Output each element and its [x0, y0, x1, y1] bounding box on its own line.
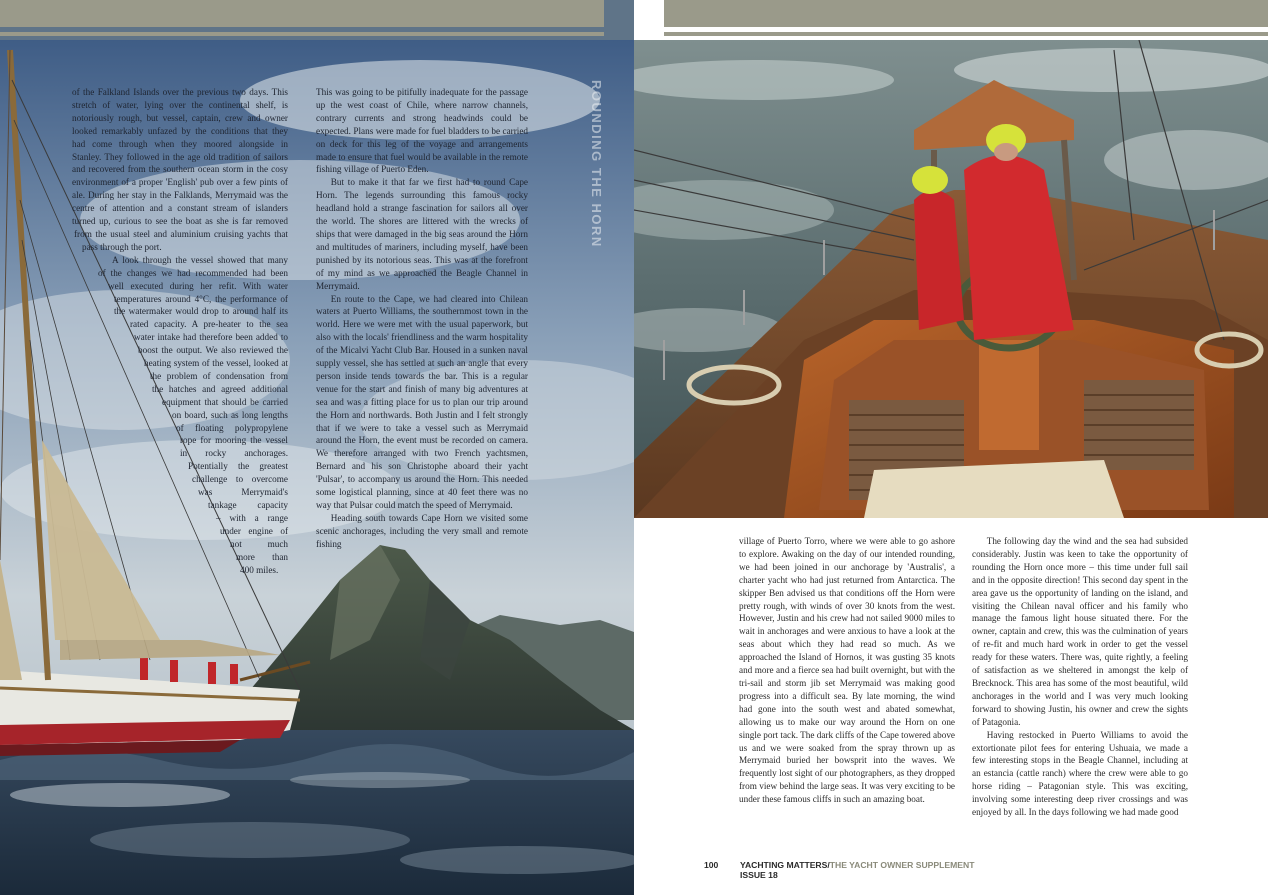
- text-line: pass through the port.: [82, 241, 162, 252]
- supplement-name: THE YACHT OWNER SUPPLEMENT: [829, 860, 975, 870]
- text-line: environment of a proper 'English' pub over a few pints of: [72, 177, 288, 188]
- text-line: and recovered from the southern ocean storm in the cosy: [72, 164, 288, 175]
- right-column-2: [972, 535, 1188, 819]
- text-line: equipment that should be carried: [162, 396, 288, 407]
- text-line: A look through the vessel showed that many: [112, 254, 288, 265]
- text-line: of the changes we had recommended had been: [98, 267, 288, 278]
- right-page: [634, 0, 1268, 895]
- left-column-1: [72, 86, 288, 576]
- text-line: under engine of: [220, 525, 288, 536]
- top-rule-thin: [664, 32, 1268, 36]
- text-line: heating system of the vessel, looked at: [144, 358, 288, 369]
- text-line: was Merrymaid's: [198, 487, 288, 498]
- text-line: looked remarkably unfazed by the conditions that they: [72, 125, 288, 136]
- text-line: of floating polypropylene: [176, 422, 288, 433]
- text-line: Potentially the greatest: [188, 461, 288, 472]
- text-line: well executed during her refit. With water: [108, 280, 288, 291]
- text-line: the hatches and agreed additional: [152, 383, 288, 394]
- text-line: notoriously rough, but vessel, captain, crew and owner: [72, 112, 288, 123]
- text-line: Stanley. They followed in the age old tradition of sailors: [72, 151, 288, 162]
- text-line: water intake had therefore been added to: [134, 332, 288, 343]
- top-rule: [664, 0, 1268, 27]
- paragraph: But to make it that far we first had to round Cape Horn. The legends surrounding this famous rocky headland hold a strange fascination for sailors all over the world. The shores are littered with the wrecks of ships that were damaged in the big seas around the Horn and multitudes of mariners, including myself, have been punished by its notorious seas. This was at the forefront of my mind as we approached the Beagle Channel in Merrymaid.: [316, 177, 528, 291]
- text-line: challenge to overcome: [192, 474, 288, 485]
- text-line: temperatures around 4°C, the performance of: [114, 293, 288, 304]
- text-line: on board, such as long lengths: [172, 409, 288, 420]
- text-line: centre of attention and a constant stream of islanders: [72, 203, 288, 214]
- text-line: 400 miles.: [240, 564, 279, 575]
- text-line: ale. During her stay in the Falklands, Merrymaid was the: [72, 190, 288, 201]
- text-line: boost the output. We also reviewed the: [138, 345, 288, 356]
- paragraph: En route to the Cape, we had cleared into Chilean waters at Puerto Williams, the southernmost town in the world. Here we were met with the usual paperwork, but also with the locals' friendliness and the warm hospitality of the Micalvi Yacht Club Bar. Housed in a sunken naval supply vessel, she has settled at such an angle that every person inside tends towards the bar. This is a regular venue for the start and finish of many big adventures at sea and was a fitting place for us to plan our trip around the Horn and northwards. Both Justin and I felt strongly that if we were to take a vessel such as Merrymaid around the Horn, the event must be recorded on camera. We therefore arranged with two French yachtsmen, Bernard and his son Christophe aboard their yacht 'Pulsar', to accompany us around the Horn. This needed some logistical planning, since at 40 feet there was no way that Pulsar could match the speed of Merrymaid.: [316, 293, 528, 510]
- text-line: tankage capacity: [208, 500, 288, 510]
- publication-name: YACHTING MATTERS/: [740, 860, 830, 870]
- text-line: rope for mooring the vessel: [180, 435, 288, 446]
- paragraph: This was going to be pitifully inadequate for the passage up the west coast of Chile, where narrow channels, contrary currents and strong headwinds could be expected. Plans were made for fuel bladders to be carried on deck for this leg of the voyage and arrangements made to ensure that fuel would be available in the remote fishing village of Puerto Eden.: [316, 87, 528, 175]
- text-line: the problem of condensation from: [150, 370, 288, 381]
- left-column-1-text: [72, 86, 288, 576]
- issue-number: ISSUE 18: [740, 870, 778, 880]
- text-line: – with a range: [216, 512, 288, 523]
- right-column-1: [739, 535, 955, 806]
- text-line: of the Falkland Islands over the previous two days. This: [72, 87, 288, 97]
- running-head-text: ROUNDING THE HORN: [589, 80, 604, 248]
- text-line: rated capacity. A pre-heater to the sea: [130, 319, 288, 330]
- text-line: from the usual steel and aluminium cruising yachts that: [74, 228, 288, 239]
- left-column-2: [316, 86, 528, 551]
- text-line: turned up, curious to see the boat as she is far removed: [72, 216, 288, 227]
- paragraph: The following day the wind and the sea had subsided considerably. Justin was keen to take the opportunity of rounding the Horn once more – this time under full sail and in the opposite direction! This second day spent in the area gave us the opportunity of landing on the island, and visiting the Chilean naval officer and his family who manage the famous light house situated there. For the owner, captain and crew, this was the culmination of years of re-fit and much hard work in order to get the vessel ready for these waters. There was, quite rightly, a feeling of satisfaction as we sheltered in amongst the kelp of Brecknock. This area has some of the most beautiful, wild anchorages in the world and I was very much looking forward to showing Justin, his owner and crew the sights of Patagonia.: [972, 536, 1188, 727]
- text-line: stretch of water, lying over the continental shelf, is: [72, 99, 288, 110]
- crew-at-helm-photo: [634, 40, 1268, 518]
- paragraph: Heading south towards Cape Horn we visited some scenic anchorages, including the very small and remote fishing: [316, 512, 528, 549]
- page-number: 100: [704, 860, 719, 870]
- paragraph: village of Puerto Torro, where we were able to go ashore to explore. Awaking on the day of our intended rounding, we had been joined in our anchorage by 'Australis', a charter yacht who had just returned from Antarctica. The skipper Ben advised us that conditions off the Horn were pretty rough, with winds of over 30 knots from the west. However, Justin and his crew had not sailed 9000 miles to wait in anchorages and were anxious to have a look at the seas about which they had read so much. As we approached the Island of Hornos, it was gusting 35 knots and more and a fierce sea had built overnight, but with the tri-sail and storm jib set Merrymaid was making good progress into a difficult sea. By late morning, the wind had gone into the south west and abated somewhat, allowing us to make our way around the Horn on one single port tack. The dark cliffs of the Cape towered above us and we were soaked from the spray thrown up as Merrymaid buried her bowsprit into the waves. We frequently lost sight of our photographers, as they dropped from view behind the large seas. It was very exciting to be under these famous cliffs in such an amazing boat.: [739, 536, 955, 805]
- text-line: more than: [236, 551, 288, 562]
- top-rule-thin: [0, 32, 604, 36]
- text-line: the watermaker would drop to around half its: [114, 306, 288, 317]
- text-line: had come through when they moored alongside in: [72, 138, 288, 149]
- publication-line: [740, 860, 1000, 880]
- paragraph: Having restocked in Puerto Williams to avoid the extortionate pilot fees for entering Ushuaia, we made a few interesting stops in the Beagle Channel, including at an estancia (cattle ranch) where the crew were able to go horse riding – Patagonian style. This was exciting, involving some interesting deep river crossings and was enjoyed by all. In the days following we had made good: [972, 729, 1188, 818]
- running-head: [586, 80, 606, 280]
- text-line: in rocky anchorages.: [180, 448, 288, 459]
- text-line: not much: [230, 538, 288, 549]
- top-rule: [0, 0, 604, 27]
